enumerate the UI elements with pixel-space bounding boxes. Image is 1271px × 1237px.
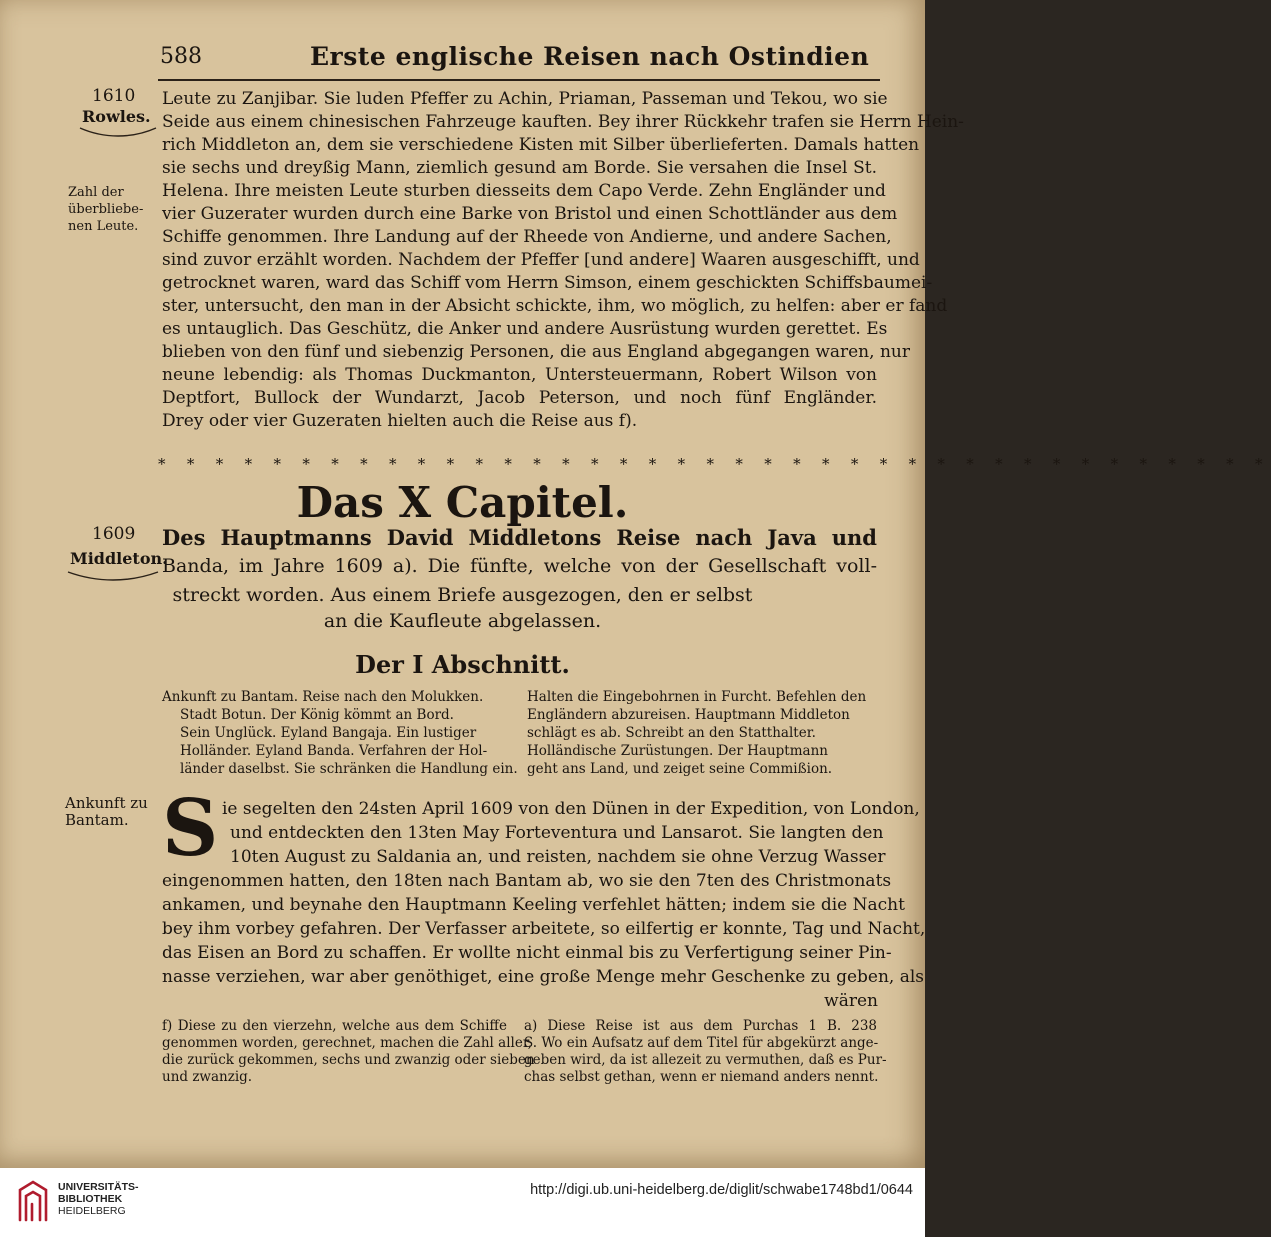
footnote-line: die zurück gekommen, sechs und zwanzig oder sieben — [162, 1052, 535, 1068]
drop-cap: S — [162, 783, 219, 874]
margin-brace — [78, 126, 158, 138]
summary-line: schlägt es ab. Schreibt an den Statthalter. — [527, 725, 816, 741]
source-url-link[interactable]: http://digi.ub.uni-heidelberg.de/diglit/schwabe1748bd1/0644 — [530, 1182, 913, 1198]
footnote-line: f) Diese zu den vierzehn, welche aus dem Schiffe — [162, 1018, 507, 1034]
margin-note-line: Zahl der — [68, 185, 124, 200]
margin-year-1610: 1610 — [92, 86, 136, 106]
library-name-line: HEIDELBERG — [58, 1205, 126, 1217]
subtitle-line: Des Hauptmanns David Middletons Reise nach Java und — [162, 525, 877, 550]
subtitle-line: streckt worden. Aus einem Briefe ausgezogen, den er selbst — [172, 584, 753, 606]
margin-note-line: nen Leute. — [68, 219, 139, 234]
section-heading: Der I Abschnitt. — [355, 650, 570, 679]
library-footer — [0, 1168, 925, 1237]
star-divider: * * * * * * * * * * * * * * * * * * * * * * * * * * * * * * * * * * * * * * * — [158, 455, 1271, 473]
margin-note-line: Ankunft zu — [65, 794, 148, 812]
margin-name-middleton: Middleton. — [70, 549, 168, 568]
footnote-line: a) Diese Reise ist aus dem Purchas 1 B. 238 — [524, 1018, 877, 1034]
text-line: ster, untersucht, den man in der Absicht schickte, ihm, wo möglich, zu helfen: aber er fand — [162, 296, 948, 316]
summary-line: länder daselbst. Sie schränken die Handlung ein. — [180, 761, 518, 777]
summary-line: Ankunft zu Bantam. Reise nach den Molukken. — [162, 689, 484, 705]
margin-year-1609: 1609 — [92, 524, 136, 544]
text-line: rich Middleton an, dem sie verschiedene Kisten mit Silber überlieferten. Damals hatten — [162, 135, 920, 155]
margin-note-line: überbliebe- — [68, 202, 144, 217]
text-line: blieben von den fünf und siebenzig Personen, die aus England abgegangen waren, nur — [162, 342, 910, 362]
footnote-line: genommen worden, gerechnet, machen die Zahl aller, — [162, 1035, 533, 1051]
margin-name-rowles: Rowles. — [82, 107, 151, 126]
summary-right — [527, 688, 866, 778]
text-line: das Eisen an Bord zu schaffen. Er wollte nicht einmal bis zu Verfertigung seiner Pin- — [162, 943, 892, 963]
text-line: vier Guzerater wurden durch eine Barke von Bristol und einen Schottländer aus dem — [162, 204, 898, 224]
summary-line: Engländern abzureisen. Hauptmann Middleton — [527, 707, 850, 723]
library-name — [58, 1181, 139, 1217]
text-line: ie segelten den 24sten April 1609 von den Dünen in der Expedition, von London, — [222, 799, 920, 819]
subtitle-line: an die Kaufleute abgelassen. — [323, 610, 602, 632]
footnote-line: S. Wo ein Aufsatz auf dem Titel für abgekürzt ange- — [524, 1035, 879, 1051]
footnote-left — [162, 1018, 535, 1086]
summary-left — [162, 688, 518, 778]
text-line: und entdeckten den 13ten May Forteventura und Lansarot. Sie langten den — [230, 823, 884, 843]
summary-line: Sein Unglück. Eyland Bangaja. Ein lustiger — [180, 725, 477, 741]
summary-line: geht ans Land, und zeiget seine Commißion. — [527, 761, 833, 777]
text-line: getrocknet waren, ward das Schiff vom Herrn Simson, einem geschickten Schiffsbaumei- — [162, 273, 933, 293]
text-line: bey ihm vorbey gefahren. Der Verfasser arbeitete, so eilfertig er konnte, Tag und Nacht, — [162, 919, 926, 939]
margin-note-arrival — [65, 795, 148, 829]
summary-line: Stadt Botun. Der König kömmt an Bord. — [180, 707, 454, 723]
text-line: Helena. Ihre meisten Leute sturben diesseits dem Capo Verde. Zehn Engländer und — [162, 181, 886, 201]
chapter-title: Das X Capitel. — [296, 478, 629, 527]
footnote-line: chas selbst gethan, wenn er niemand anders nennt. — [524, 1069, 879, 1085]
text-line: ankamen, und beynahe den Hauptmann Keeling verfehlet hätten; indem sie die Nacht — [162, 895, 905, 915]
catchword: wären — [824, 991, 878, 1011]
margin-note-survivors — [68, 184, 143, 235]
text-line: Leute zu Zanjibar. Sie luden Pfeffer zu Achin, Priaman, Passeman und Tekou, wo sie — [162, 89, 888, 109]
header-rule — [158, 79, 880, 81]
summary-line: Holländer. Eyland Banda. Verfahren der Hol- — [180, 743, 488, 759]
text-line: Deptfort, Bullock der Wundarzt, Jacob Peterson, und noch fünf Engländer. — [162, 388, 877, 408]
library-name-line: BIBLIOTHEK — [58, 1193, 123, 1205]
university-library-logo-icon[interactable] — [14, 1176, 52, 1226]
text-line: sind zuvor erzählt worden. Nachdem der Pfeffer [und andere] Waaren ausgeschifft, und — [162, 250, 920, 270]
footnote-right — [524, 1018, 887, 1086]
library-name-line: UNIVERSITÄTS- — [58, 1181, 139, 1193]
text-line: Drey oder vier Guzeraten hielten auch die Reise aus f). — [162, 411, 638, 431]
page-number: 588 — [160, 44, 202, 69]
summary-line: Halten die Eingebohrnen in Furcht. Befehlen den — [527, 689, 867, 705]
margin-note-line: Bantam. — [65, 811, 129, 829]
running-title: Erste englische Reisen nach Ostindien — [310, 42, 870, 71]
text-line: eingenommen hatten, den 18ten nach Bantam ab, wo sie den 7ten des Christmonats — [162, 871, 892, 891]
footnote-line: geben wird, da ist allezeit zu vermuthen, daß es Pur- — [524, 1052, 887, 1068]
text-line: sie sechs und dreyßig Mann, ziemlich gesund am Borde. Sie versahen die Insel St. — [162, 158, 877, 178]
subtitle-line: Banda, im Jahre 1609 a). Die fünfte, welche von der Gesellschaft voll- — [162, 555, 877, 577]
margin-brace — [66, 570, 160, 582]
summary-line: Holländische Zurüstungen. Der Hauptmann — [527, 743, 828, 759]
text-line: nasse verziehen, war aber genöthiget, eine große Menge mehr Geschenke zu geben, als — [162, 967, 925, 987]
text-line: Seide aus einem chinesischen Fahrzeuge kauften. Bey ihrer Rückkehr trafen sie Herrn Hein- — [162, 112, 964, 132]
footnote-line: und zwanzig. — [162, 1069, 253, 1085]
text-line: 10ten August zu Saldania an, und reisten, nachdem sie ohne Verzug Wasser — [230, 847, 886, 867]
page-header — [160, 42, 880, 76]
text-line: es untauglich. Das Geschütz, die Anker und andere Ausrüstung wurden gerettet. Es — [162, 319, 888, 339]
text-line: Schiffe genommen. Ihre Landung auf der Rheede von Andierne, und andere Sachen, — [162, 227, 892, 247]
text-line: neune lebendig: als Thomas Duckmanton, Untersteuermann, Robert Wilson von — [162, 365, 877, 385]
